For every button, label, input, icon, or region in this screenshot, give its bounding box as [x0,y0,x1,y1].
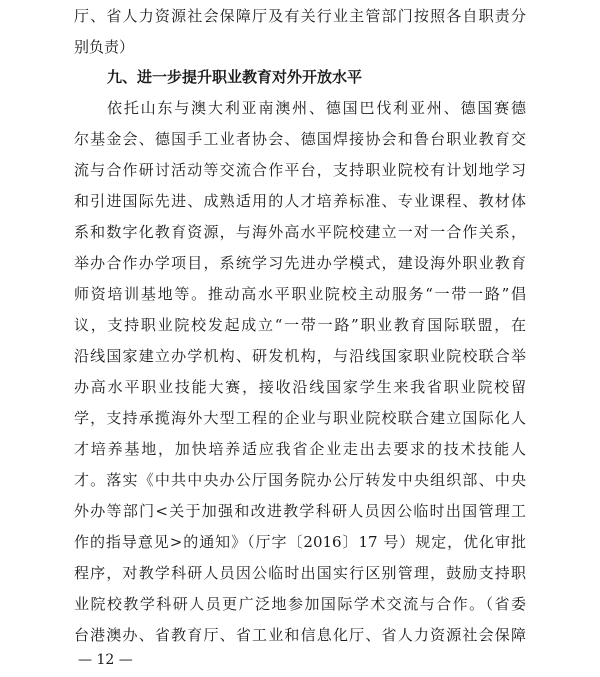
paragraph-line: 和引进国际先进、成熟适用的人才培养标准、专业课程、教材体 [74,192,526,210]
paragraph-line: 举办合作办学项目，系统学习先进办学模式，建设海外职业教育 [74,254,526,272]
paragraph-line: 作的指导意见>的通知》（厅字〔2016〕17 号）规定，优化审批 [74,533,526,551]
paragraph-line: 议，支持职业院校发起成立“一带一路”职业教育国际联盟，在 [74,316,526,334]
paragraph-line: 厅、省人力资源社会保障厅及有关行业主管部门按照各自职责分 [74,7,526,25]
section-heading: 九、进一步提升职业教育对外开放水平 [107,68,363,86]
paragraph-line: 师资培训基地等。推动高水平职业院校主动服务“一带一路”倡 [74,285,526,303]
paragraph-line: 才培养基地，加快培养适应我省企业走出去要求的技术技能人 [74,440,526,458]
paragraph-line: 依托山东与澳大利亚南澳州、德国巴伐利亚州、德国赛德 [107,99,526,117]
paragraph-line: 学，支持承揽海外大型工程的企业与职业院校联合建立国际化人 [74,409,526,427]
paragraph-line: 办高水平职业技能大赛，接收沿线国家学生来我省职业院校留 [74,378,526,396]
paragraph-line: 流与合作研讨活动等交流合作平台，支持职业院校有计划地学习 [74,161,526,179]
paragraph-line: 系和数字化教育资源，与海外高水平院校建立一对一合作关系， [74,223,526,241]
paragraph-line: 程序，对教学科研人员因公临时出国实行区别管理，鼓励支持职 [74,564,526,582]
paragraph-line: 才。落实《中共中央办公厅国务院办公厅转发中央组织部、中央 [74,471,526,489]
paragraph-line: 别负责） [74,38,135,56]
paragraph-line: 沿线国家建立办学机构、研发机构，与沿线国家职业院校联合举 [74,347,526,365]
paragraph-line: 外办等部门<关于加强和改进教学科研人员因公临时出国管理工 [74,502,526,520]
paragraph-line: 台港澳办、省教育厅、省工业和信息化厅、省人力资源社会保障 [74,626,526,644]
paragraph-line: 尔基金会、德国手工业者协会、德国焊接协会和鲁台职业教育交 [74,130,526,148]
page-number: — 12 — [78,652,133,668]
paragraph-line: 业院校教学科研人员更广泛地参加国际学术交流与合作。（省委 [74,595,526,613]
